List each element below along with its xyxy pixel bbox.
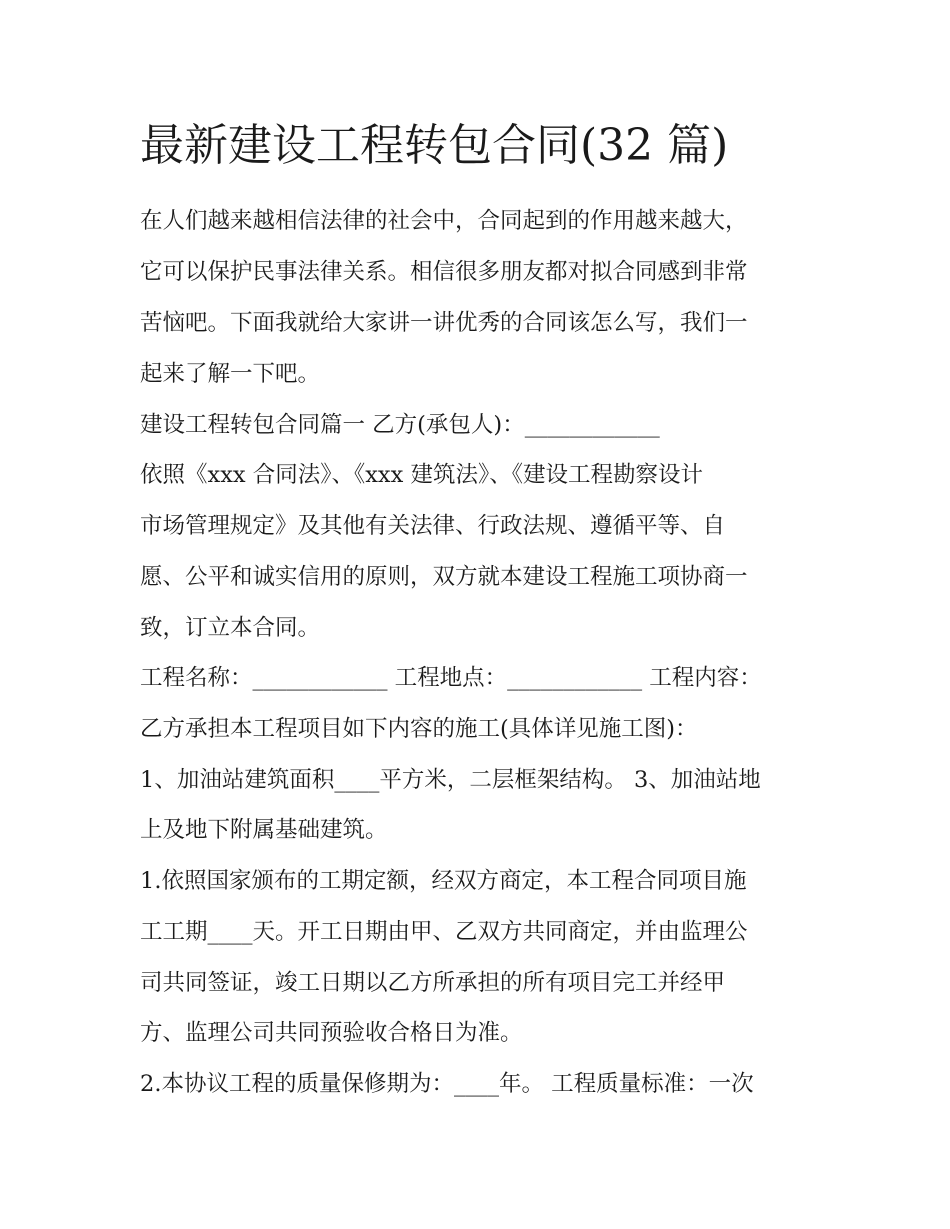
text-line: 2.本协议工程的质量保修期为：____年。 工程质量标准：一次 <box>140 1071 754 1097</box>
text-line: 上及地下附属基础建筑。 <box>140 817 388 843</box>
text-line: 司共同签证，竣工日期以乙方所承担的所有项目完工并经甲 <box>140 970 726 996</box>
text-line: 工工期____天。开工日期由甲、乙双方共同商定，并由监理公 <box>140 919 748 945</box>
text-line: 起来了解一下吧。 <box>140 361 321 387</box>
text-line: 它可以保护民事法律关系。相信很多朋友都对拟合同感到非常 <box>140 259 748 285</box>
text-line: 致，订立本合同。 <box>140 615 321 641</box>
text-line: 愿、公平和诚实信用的原则，双方就本建设工程施工项协商一 <box>140 564 748 590</box>
text-line: 依照《xxx 合同法》、《xxx 建筑法》、《建设工程勘察设计 <box>140 462 703 488</box>
document-title: 最新建设工程转包合同(32 篇) <box>140 120 729 171</box>
text-line: 在人们越来越相信法律的社会中，合同起到的作用越来越大， <box>140 208 748 234</box>
text-line: 1、加油站建筑面积____平方米，二层框架结构。 3、加油站地 <box>140 767 761 793</box>
text-line: 1.依照国家颁布的工期定额，经双方商定，本工程合同项目施 <box>140 868 747 894</box>
text-line: 乙方承担本工程项目如下内容的施工(具体详见施工图)： <box>140 716 698 742</box>
text-line: 苦恼吧。下面我就给大家讲一讲优秀的合同该怎么写，我们一 <box>140 310 748 336</box>
text-line: 方、监理公司共同预验收合格日为准。 <box>140 1020 523 1046</box>
text-line: 市场管理规定》及其他有关法律、行政法规、遵循平等、自 <box>140 513 726 539</box>
text-line: 工程名称：____________ 工程地点：____________ 工程内容： <box>140 665 762 691</box>
text-line: 建设工程转包合同篇一 乙方(承包人)：____________ <box>140 412 660 438</box>
